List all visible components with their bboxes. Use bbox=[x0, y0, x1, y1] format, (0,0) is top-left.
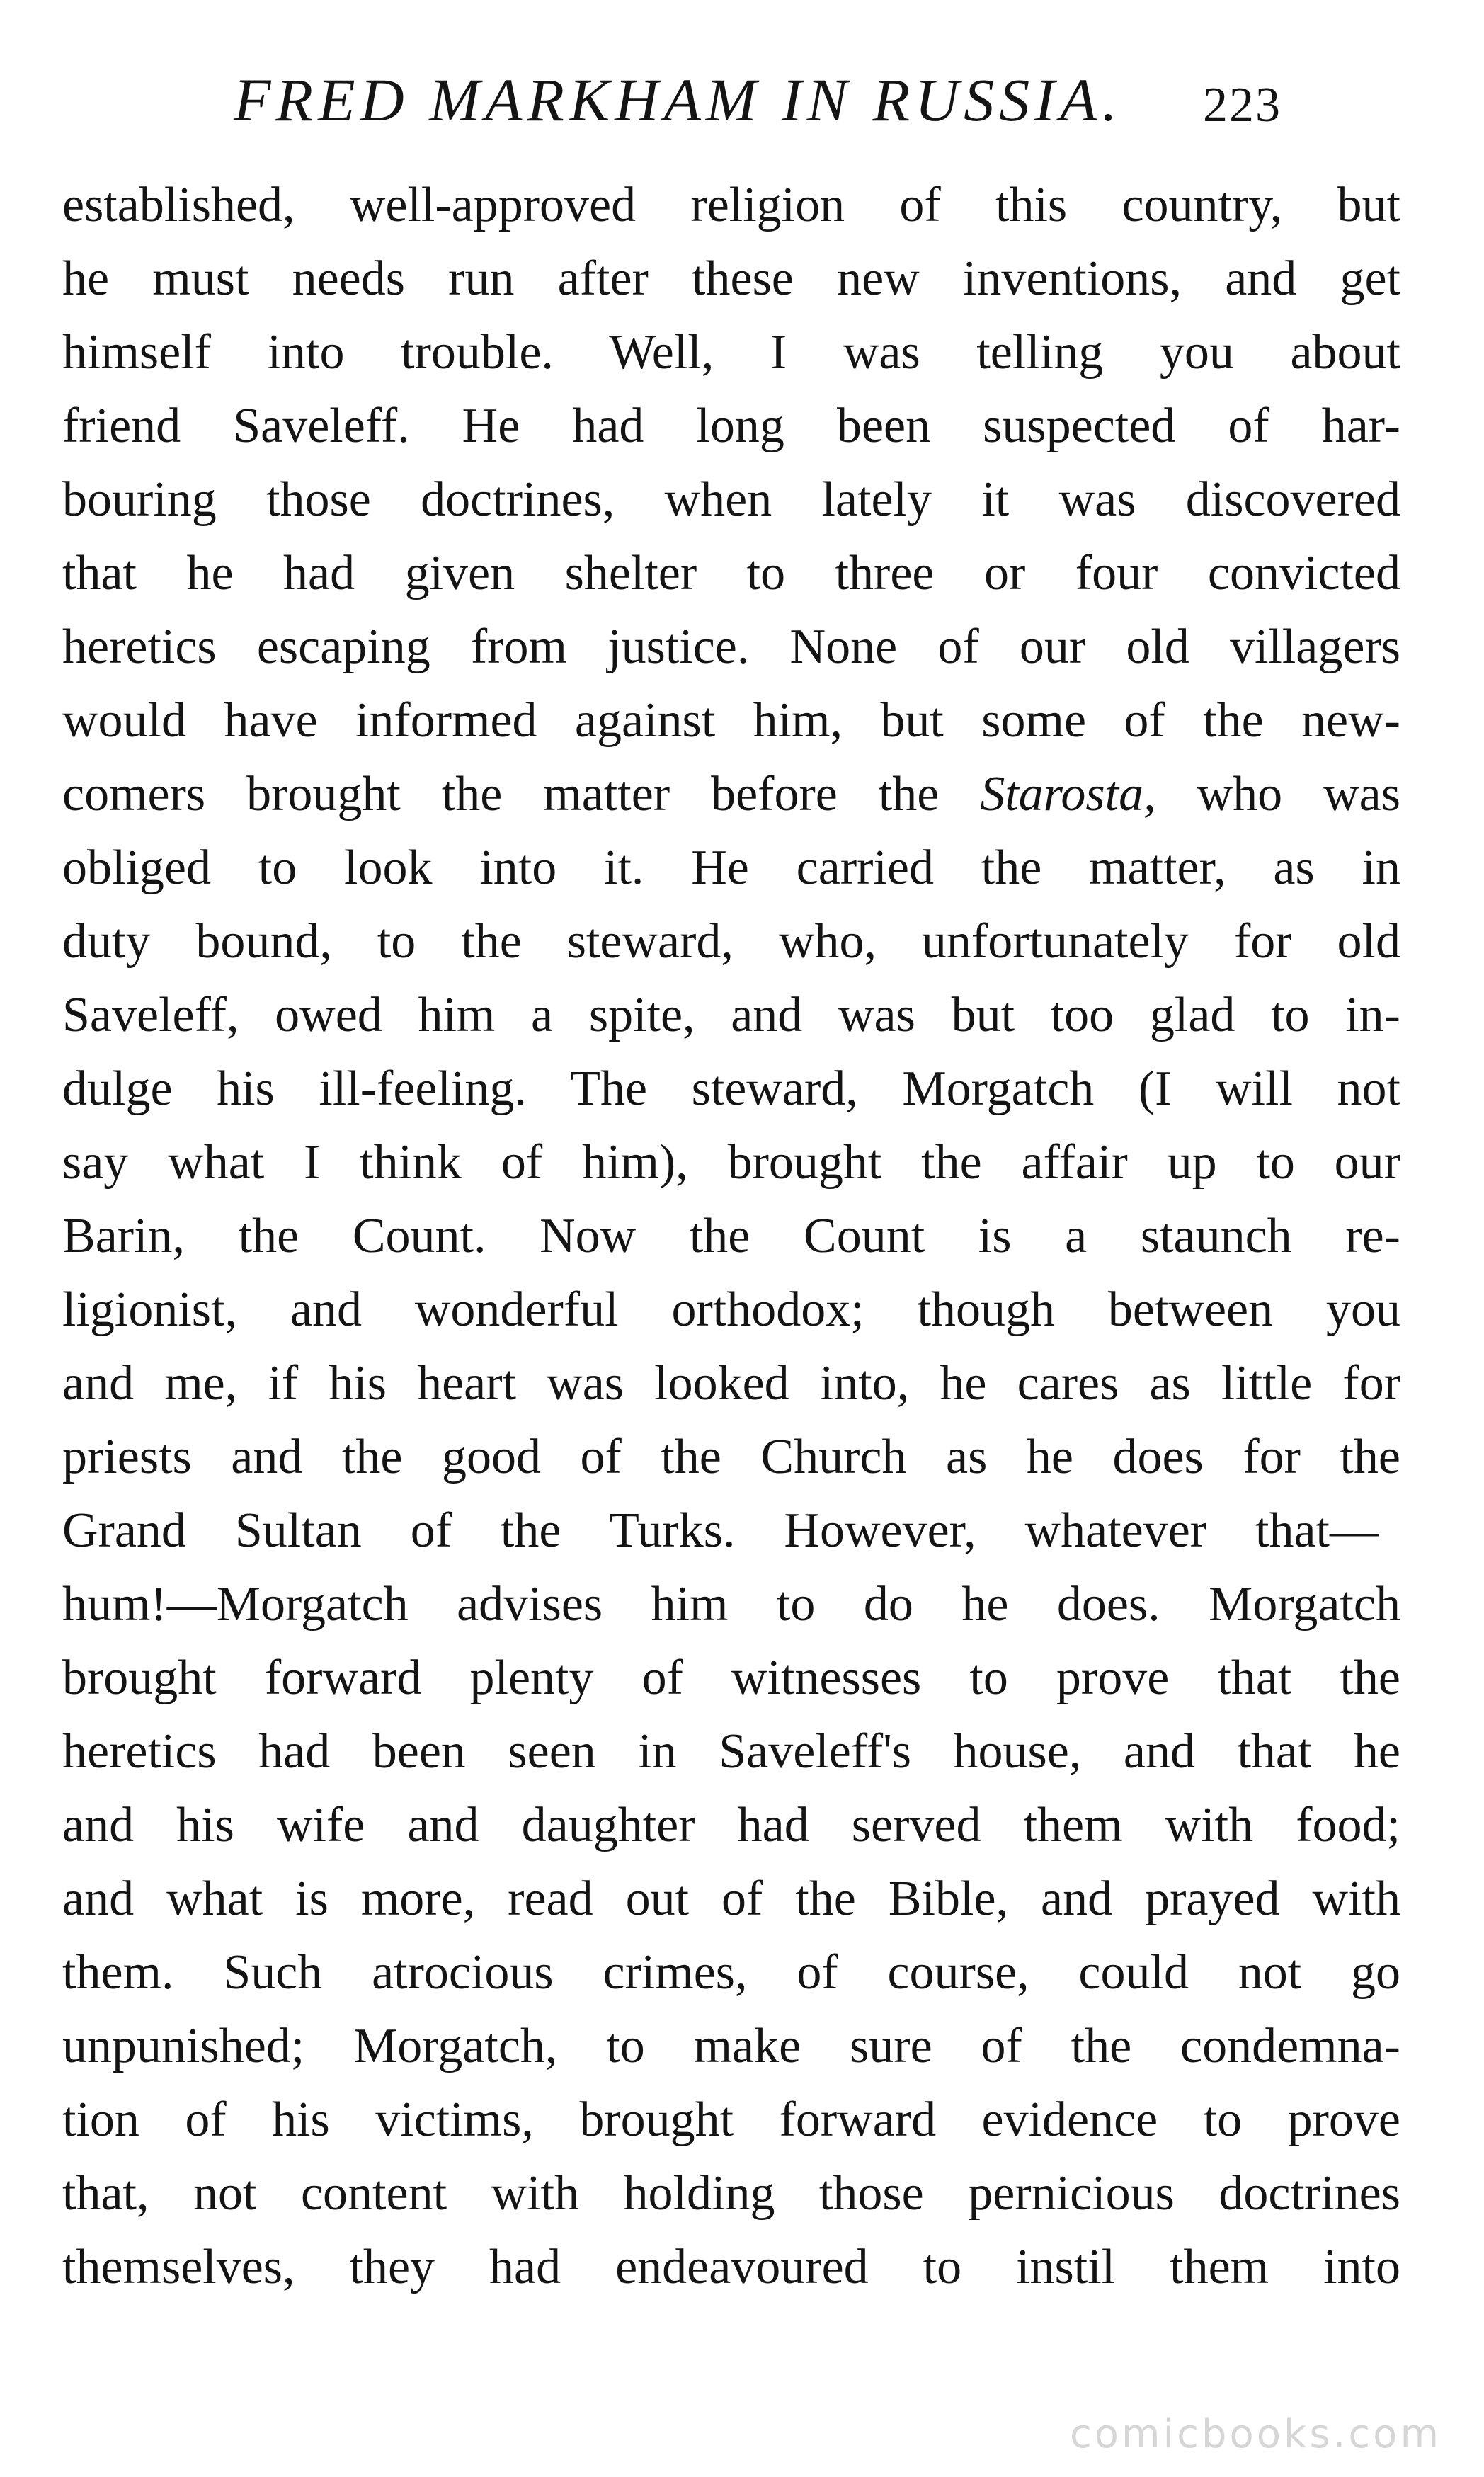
text-line: priests and the good of the Church as he does for the bbox=[62, 1430, 1400, 1484]
text-line-starosta bbox=[62, 758, 1400, 831]
body-text bbox=[62, 169, 1400, 2304]
text-line: say what I think of him), brought the affair up to our bbox=[62, 1135, 1400, 1190]
italic-term-starosta: Starosta, bbox=[980, 767, 1156, 821]
text-line: established, well-approved religion of this country, but bbox=[62, 178, 1400, 232]
running-head bbox=[234, 61, 1282, 139]
text-line: he must needs run after these new inventions, and get bbox=[62, 251, 1400, 306]
text-line: that he had given shelter to three or four convicted bbox=[62, 546, 1400, 600]
running-title: FRED MARKHAM IN RUSSIA. bbox=[234, 66, 1122, 134]
text-line: Grand Sultan of the Turks. However, whatever that— bbox=[62, 1503, 1379, 1558]
watermark: comicbooks.com bbox=[1069, 2411, 1442, 2457]
text-line: that, not content with holding those pernicious doctrines bbox=[62, 2166, 1400, 2221]
text-line: himself into trouble. Well, I was telling you about bbox=[62, 325, 1400, 380]
text-line: dulge his ill-feeling. The steward, Morgatch (I will not bbox=[62, 1061, 1400, 1116]
text-segment: who was bbox=[1155, 767, 1400, 821]
text-line: brought forward plenty of witnesses to prove that the bbox=[62, 1651, 1400, 1705]
text-line: and what is more, read out of the Bible, and prayed with bbox=[62, 1872, 1400, 1926]
text-line: obliged to look into it. He carried the matter, as in bbox=[62, 841, 1400, 895]
text-line: unpunished; Morgatch, to make sure of the condemna- bbox=[62, 2019, 1400, 2073]
text-line: bouring those doctrines, when lately it was discovered bbox=[62, 472, 1400, 527]
text-line: would have informed against him, but some of the new- bbox=[62, 693, 1400, 748]
text-line: Saveleff, owed him a spite, and was but too glad to in- bbox=[62, 988, 1400, 1042]
text-line: themselves, they had endeavoured to instil them into bbox=[62, 2240, 1400, 2294]
text-line: friend Saveleff. He had long been suspected of har- bbox=[62, 399, 1400, 453]
text-line: Barin, the Count. Now the Count is a staunch re- bbox=[62, 1209, 1400, 1263]
page-number: 223 bbox=[1203, 78, 1282, 132]
text-line: ligionist, and wonderful orthodox; though between you bbox=[62, 1282, 1400, 1337]
text-segment: comers brought the matter before the bbox=[62, 767, 981, 821]
text-line: heretics escaping from justice. None of our old villagers bbox=[62, 620, 1400, 674]
text-line: duty bound, to the steward, who, unfortunately for old bbox=[62, 914, 1400, 969]
text-line: hum!—Morgatch advises him to do he does. Morgatch bbox=[62, 1577, 1400, 1632]
text-line: them. Such atrocious crimes, of course, could not go bbox=[62, 1945, 1400, 2000]
text-line: and me, if his heart was looked into, he cares as little for bbox=[62, 1356, 1400, 1411]
text-line: heretics had been seen in Saveleff's house, and that he bbox=[62, 1724, 1400, 1779]
text-line: and his wife and daughter had served them with food; bbox=[62, 1798, 1400, 1852]
text-line: tion of his victims, brought forward evidence to prove bbox=[62, 2092, 1400, 2147]
